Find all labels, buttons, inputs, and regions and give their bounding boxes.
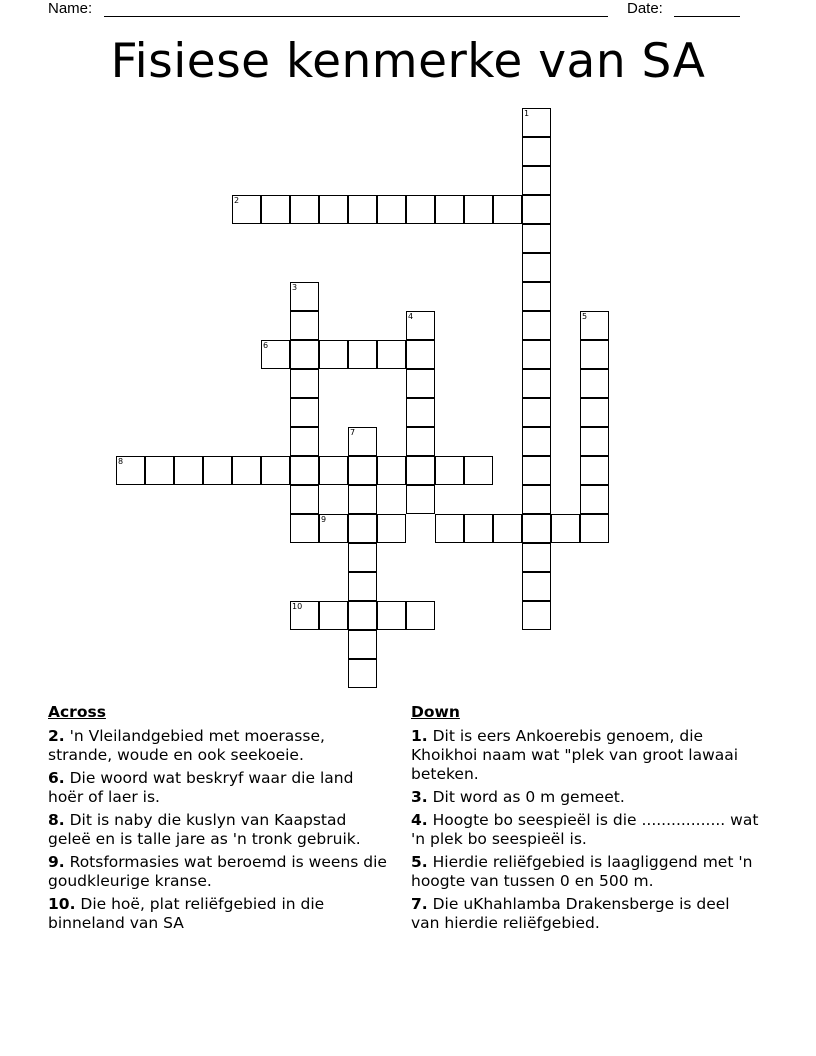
clue-number-label: 5. [411, 853, 428, 871]
crossword-cell[interactable] [522, 253, 551, 282]
clue-text: Die woord wat beskryf waar die land hoër of laer is. [48, 769, 354, 806]
crossword-cell[interactable] [290, 340, 319, 369]
clue-number: 2 [234, 196, 240, 205]
crossword-cell[interactable] [580, 427, 609, 456]
clue-number-label: 3. [411, 788, 428, 806]
crossword-cell[interactable] [348, 572, 377, 601]
crossword-cell[interactable] [377, 514, 406, 543]
name-label: Name: [48, 0, 93, 17]
across-clue [48, 853, 393, 891]
crossword-cell[interactable] [522, 340, 551, 369]
crossword-cell[interactable] [290, 311, 319, 340]
crossword-cell[interactable] [348, 485, 377, 514]
clue-number-label: 8. [48, 811, 65, 829]
crossword-cell[interactable] [406, 485, 435, 514]
clue-text: Hierdie reliëfgebied is laagliggend met 'n hoogte van tussen 0 en 500 m. [411, 853, 753, 890]
crossword-cell[interactable] [290, 514, 319, 543]
crossword-cell[interactable] [522, 427, 551, 456]
clue-number-label: 2. [48, 727, 65, 745]
crossword-cell[interactable] [406, 340, 435, 369]
clue-text: Rotsformasies wat beroemd is weens die goudkleurige kranse. [48, 853, 387, 890]
crossword-grid [116, 108, 616, 694]
crossword-cell[interactable] [348, 340, 377, 369]
crossword-cell[interactable] [290, 456, 319, 485]
down-clue [411, 811, 761, 849]
clue-number: 1 [524, 109, 530, 118]
down-clue [411, 853, 761, 891]
crossword-cell[interactable] [116, 456, 145, 485]
crossword-cell[interactable] [290, 369, 319, 398]
crossword-cell[interactable] [406, 398, 435, 427]
down-clue [411, 727, 761, 784]
crossword-cell[interactable] [290, 398, 319, 427]
clue-number: 8 [118, 457, 124, 466]
crossword-cell[interactable] [406, 427, 435, 456]
crossword-cell[interactable] [290, 601, 319, 630]
crossword-cell[interactable] [522, 543, 551, 572]
crossword-cell[interactable] [290, 427, 319, 456]
crossword-cell[interactable] [406, 311, 435, 340]
crossword-cell[interactable] [348, 543, 377, 572]
clue-number: 3 [292, 283, 298, 292]
crossword-cell[interactable] [290, 195, 319, 224]
across-heading: Across [48, 703, 106, 721]
crossword-cell[interactable] [145, 456, 174, 485]
crossword-cell[interactable] [580, 398, 609, 427]
crossword-cell[interactable] [522, 224, 551, 253]
clue-number: 6 [263, 341, 269, 350]
crossword-cell[interactable] [580, 485, 609, 514]
crossword-cell[interactable] [174, 456, 203, 485]
crossword-cell[interactable] [522, 398, 551, 427]
across-clue [48, 811, 393, 849]
clue-text: Die hoë, plat reliëfgebied in die binneland van SA [48, 895, 325, 932]
crossword-cell[interactable] [261, 195, 290, 224]
across-clues [48, 703, 393, 937]
across-clue [48, 895, 393, 933]
crossword-cell[interactable] [232, 456, 261, 485]
down-clue [411, 895, 761, 933]
crossword-cell[interactable] [493, 195, 522, 224]
clue-text: Dit word as 0 m gemeet. [432, 788, 625, 806]
clue-number-label: 9. [48, 853, 65, 871]
crossword-cell[interactable] [580, 311, 609, 340]
date-field[interactable] [674, 16, 740, 17]
down-clues [411, 703, 761, 937]
crossword-cell[interactable] [580, 456, 609, 485]
crossword-cell[interactable] [522, 137, 551, 166]
crossword-cell[interactable] [522, 369, 551, 398]
clue-number: 9 [321, 515, 327, 524]
crossword-cell[interactable] [464, 514, 493, 543]
across-clue [48, 769, 393, 807]
crossword-cell[interactable] [377, 601, 406, 630]
down-clue [411, 788, 761, 807]
crossword-cell[interactable] [522, 572, 551, 601]
crossword-cell[interactable] [261, 456, 290, 485]
clue-text: 'n Vleilandgebied met moerasse, strande, woude en ook seekoeie. [48, 727, 325, 764]
clue-number: 10 [292, 602, 303, 611]
crossword-cell[interactable] [377, 195, 406, 224]
crossword-cell[interactable] [319, 601, 348, 630]
crossword-cell[interactable] [261, 340, 290, 369]
crossword-cell[interactable] [522, 514, 551, 543]
clue-text: Die uKhahlamba Drakensberge is deel van hierdie reliëfgebied. [411, 895, 730, 932]
crossword-cell[interactable] [522, 485, 551, 514]
crossword-cell[interactable] [580, 369, 609, 398]
crossword-cell[interactable] [348, 427, 377, 456]
crossword-cell[interactable] [232, 195, 261, 224]
crossword-cell[interactable] [406, 195, 435, 224]
crossword-cell[interactable] [406, 369, 435, 398]
crossword-cell[interactable] [551, 514, 580, 543]
crossword-cell[interactable] [319, 456, 348, 485]
clue-number-label: 4. [411, 811, 428, 829]
clue-text: Dit is naby die kuslyn van Kaapstad geleë en is talle jare as 'n tronk gebruik. [48, 811, 361, 848]
crossword-cell[interactable] [290, 282, 319, 311]
crossword-cell[interactable] [522, 311, 551, 340]
crossword-cell[interactable] [319, 195, 348, 224]
crossword-cell[interactable] [406, 456, 435, 485]
crossword-cell[interactable] [522, 108, 551, 137]
down-heading: Down [411, 703, 460, 721]
crossword-cell[interactable] [464, 195, 493, 224]
crossword-cell[interactable] [348, 630, 377, 659]
clue-number-label: 10. [48, 895, 76, 913]
crossword-cell[interactable] [580, 340, 609, 369]
crossword-cell[interactable] [522, 456, 551, 485]
crossword-cell[interactable] [348, 601, 377, 630]
crossword-cell[interactable] [522, 195, 551, 224]
clue-text: Dit is eers Ankoerebis genoem, die Khoikhoi naam wat "plek van groot lawaai beteken. [411, 727, 739, 783]
clue-text: Hoogte bo seespieël is die ................. wat 'n plek bo seespieël is. [411, 811, 759, 848]
date-label: Date: [627, 0, 663, 17]
crossword-cell[interactable] [290, 485, 319, 514]
crossword-cell[interactable] [464, 456, 493, 485]
crossword-cell[interactable] [493, 514, 522, 543]
crossword-cell[interactable] [406, 601, 435, 630]
crossword-cell[interactable] [377, 456, 406, 485]
crossword-cell[interactable] [522, 166, 551, 195]
clue-number: 5 [582, 312, 588, 321]
crossword-cell[interactable] [522, 601, 551, 630]
crossword-cell[interactable] [203, 456, 232, 485]
crossword-cell[interactable] [377, 340, 406, 369]
crossword-cell[interactable] [522, 282, 551, 311]
crossword-cell[interactable] [348, 514, 377, 543]
crossword-cell[interactable] [348, 195, 377, 224]
crossword-cell[interactable] [580, 514, 609, 543]
clue-number-label: 7. [411, 895, 428, 913]
name-field[interactable] [104, 16, 608, 17]
crossword-cell[interactable] [348, 659, 377, 688]
crossword-cell[interactable] [348, 456, 377, 485]
page-title: Fisiese kenmerke van SA [110, 34, 706, 89]
crossword-cell[interactable] [319, 340, 348, 369]
crossword-cell[interactable] [435, 195, 464, 224]
header [48, 0, 748, 20]
crossword-cell[interactable] [319, 514, 348, 543]
crossword-cell[interactable] [435, 456, 464, 485]
clue-number: 4 [408, 312, 414, 321]
clue-number: 7 [350, 428, 356, 437]
clue-number-label: 1. [411, 727, 428, 745]
clue-number-label: 6. [48, 769, 65, 787]
crossword-cell[interactable] [435, 514, 464, 543]
across-clue [48, 727, 393, 765]
